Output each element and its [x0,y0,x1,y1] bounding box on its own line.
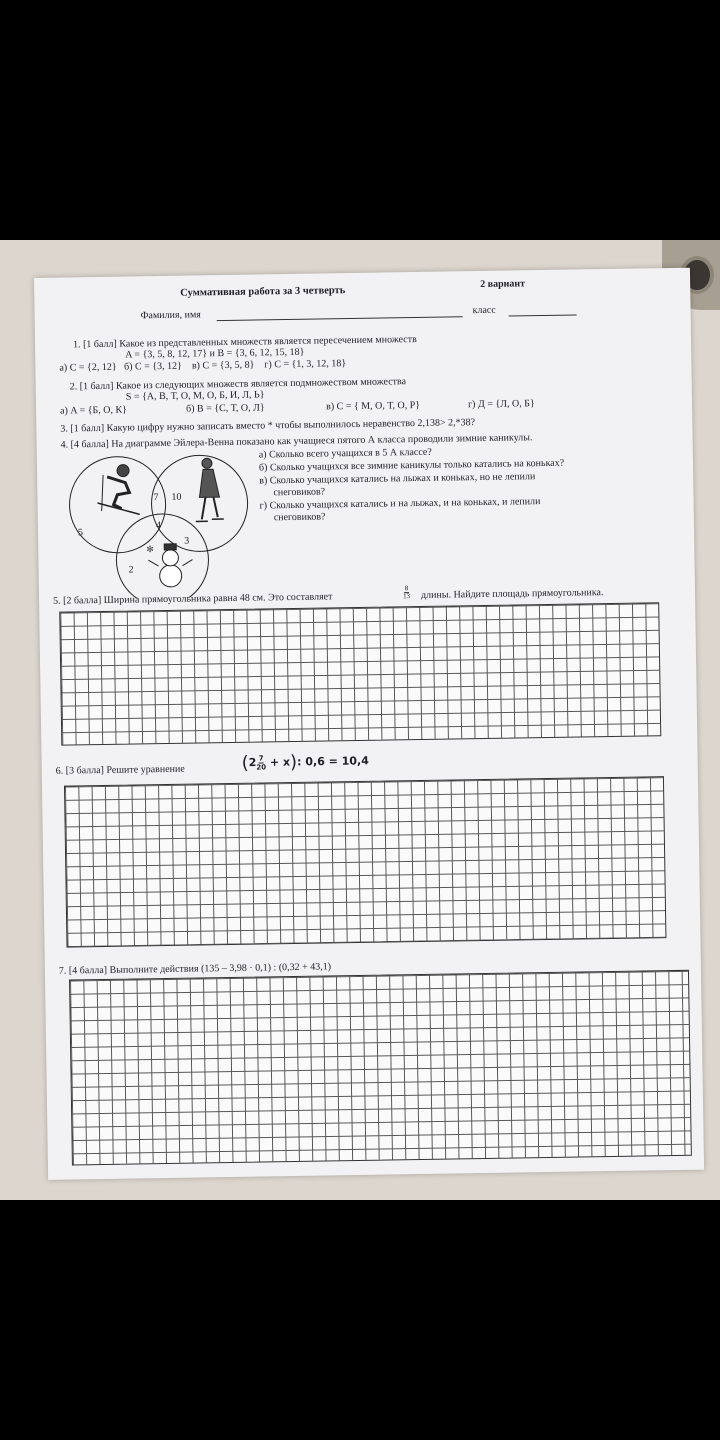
photo-background [0,240,720,1200]
worksheet-page [34,268,704,1180]
fraction-denominator: 13 [402,592,411,601]
class-blank-line[interactable] [509,314,577,316]
venn-label-4: 4 [155,520,161,532]
question-2-option-a: а) A = {Б, О, К} [60,404,127,417]
question-2-set: S = {А, В, Т, О, М, О, Б, И, Л, Ь} [125,389,265,403]
question-3-text: 3. [1 балл] Какую цифру нужно записать вместо * чтобы выполнилось неравенство 2,138> 2,*38? [60,417,476,435]
worksheet-title: Суммативная работа за 3 четверть [180,285,346,299]
equation-whole-part: 2 [248,756,257,770]
question-4-d-line2: снеговиков? [273,511,326,524]
equation-numerator: 7 [258,754,264,763]
venn-label-10: 10 [171,491,182,503]
snowman-icon [146,544,193,588]
question-5-text-end: длины. Найдите площадь прямоугольника. [420,587,604,601]
class-label: класс [472,304,496,317]
question-6-text: 6. [3 балла] Решите уравнение [55,763,185,777]
question-2-option-b: б) B = {С, Т, О, Л} [185,402,265,415]
venn-label-7: 7 [153,492,159,504]
question-4-a: а) Сколько всего учащихся в 5 А классе? [258,446,432,461]
question-1-text: 1. [1 балл] Какое из представленных множеств является пересечением множеств [72,333,417,351]
skater-icon [195,458,224,521]
question-4-c-line2: снеговиков? [273,486,326,499]
variant-label: 2 вариант [480,278,526,290]
name-label: Фамилия, имя [140,309,201,322]
answer-grid-6[interactable] [64,776,666,947]
venn-label-2: 2 [128,564,134,576]
question-4-d-line1: г) Сколько учащихся катались и на лыжах, и на коньках, и лепили [259,496,541,512]
fraction-numerator: 8 [404,584,409,593]
svg-text:✻: ✻ [146,544,154,555]
question-5-text: 5. [2 балла] Ширина прямоугольника равна 48 см. Это составляет [52,591,333,607]
question-2-option-d: г) Д = {Л, О, Б} [467,398,535,411]
answer-grid-5[interactable] [59,602,661,745]
venn-label-3: 3 [184,535,190,547]
question-4-c-line1: в) Сколько учащихся катались на лыжах и коньках, но не лепили [259,471,536,487]
question-4-b: б) Сколько учащихся все зимние каникулы только катались на коньках? [258,457,565,474]
venn-diagram [67,446,269,599]
equation-right-side: : 0,6 = 10,4 [297,754,369,769]
answer-grid-7[interactable] [69,970,692,1166]
skier-icon [97,464,140,515]
question-1-sets: A = {3, 5, 8, 12, 17} и B = {3, 6, 12, 15, 18} [125,346,305,361]
venn-label-5: 5 [77,527,84,539]
equation-plus-x: + x [269,755,291,769]
question-6-equation: (2 $\frac{7}{20}$ + x): 0,6 = 10,4 [241,751,369,774]
equation-fraction [256,754,266,771]
equation-denominator: 20 [256,763,267,772]
question-5-fraction [403,585,410,600]
name-blank-line[interactable] [217,316,463,321]
question-1-options: а) C = {2, 12} б) C = {3, 12} в) C = {3, 5, 8} г) C = {1, 3, 12, 18} [59,358,347,374]
question-7-text: 7. [4 балла] Выполните действия (135 – 3,98 · 0,1) : (0,32 + 43,1) [58,961,332,977]
question-2-text: 2. [1 балл] Какое из следующих множеств является подмножеством множества [69,376,407,393]
question-2-option-c: в) C = { М, О, Т, О, Р} [325,399,421,413]
question-4-text: 4. [4 балла] На диаграмме Эйлера-Венна показано как учащиеся пятого А класса проводили зимние каникулы. [60,432,533,451]
